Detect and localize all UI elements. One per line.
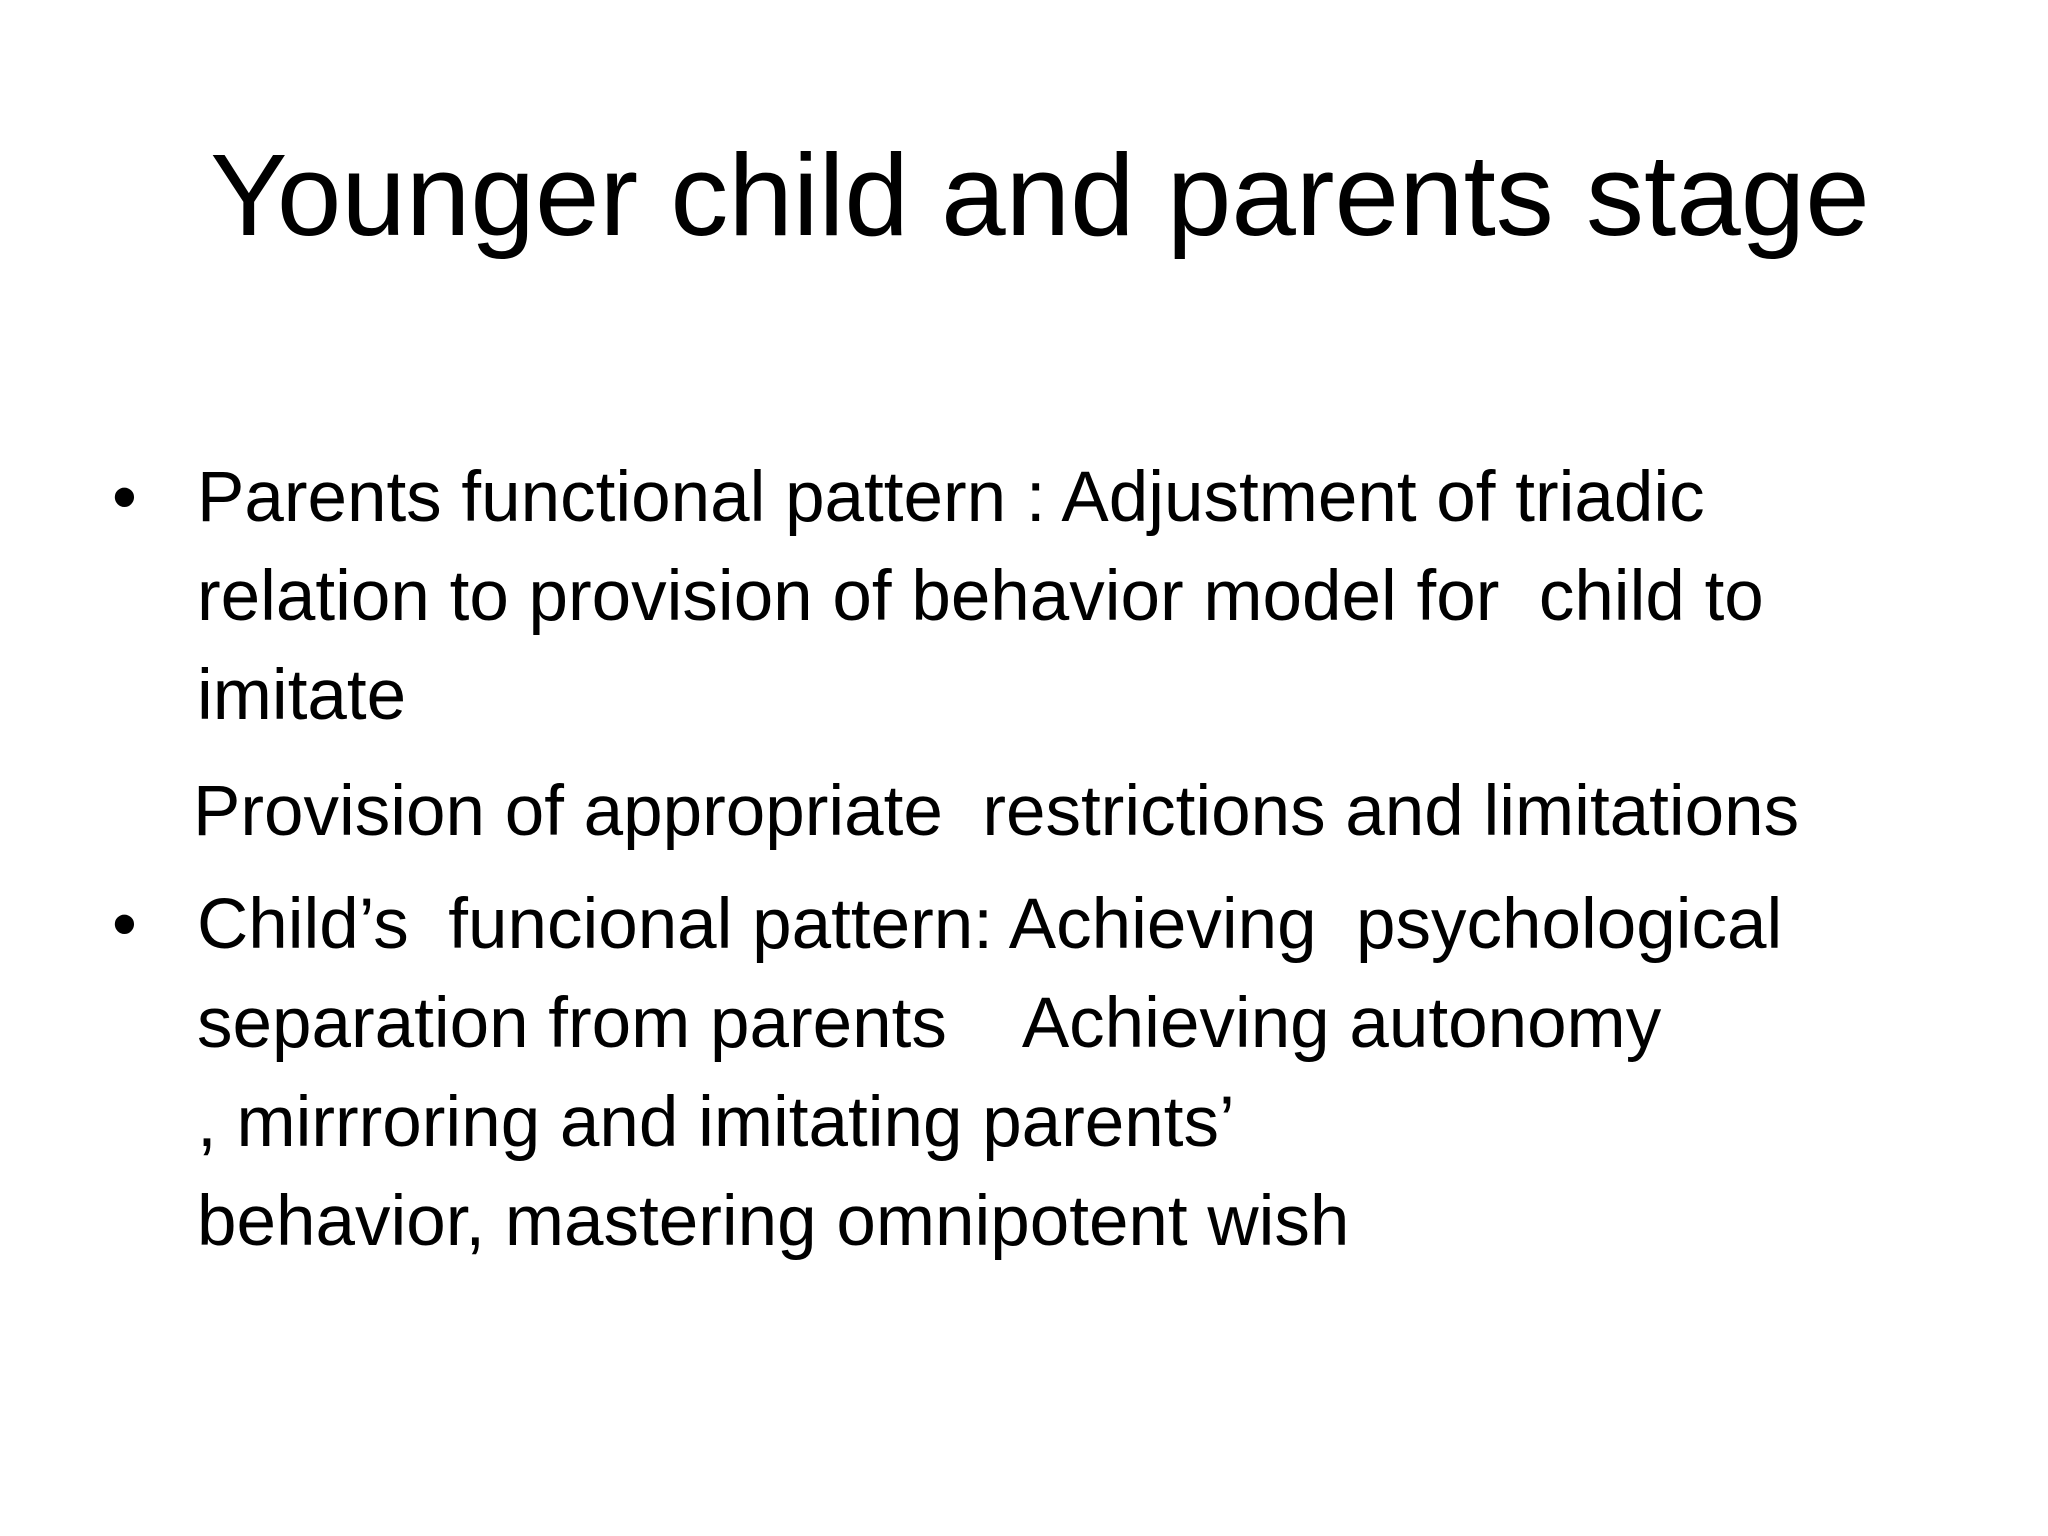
continuation-paragraph: Provision of appropriate restrictions and limitations [193, 772, 1800, 851]
bullet-1-line-1: Parents functional pattern : Adjustment of triadic [197, 458, 1705, 537]
bullet-2-line-2: separation from parents Achieving autonomy [197, 984, 1662, 1063]
bullet-icon: • [112, 458, 137, 537]
slide-title: Younger child and parents stage [210, 130, 1870, 260]
bullet-2-line-3: , mirrroring and imitating parents’ [197, 1083, 1235, 1162]
bullet-1-line-3: imitate [197, 656, 407, 735]
bullet-icon: • [112, 885, 137, 964]
bullet-2-line-1: Child’s funcional pattern: Achieving psychological [197, 885, 1783, 964]
bullet-1-line-2: relation to provision of behavior model for child to [197, 557, 1764, 636]
bullet-2-line-4: behavior, mastering omnipotent wish [197, 1182, 1350, 1261]
